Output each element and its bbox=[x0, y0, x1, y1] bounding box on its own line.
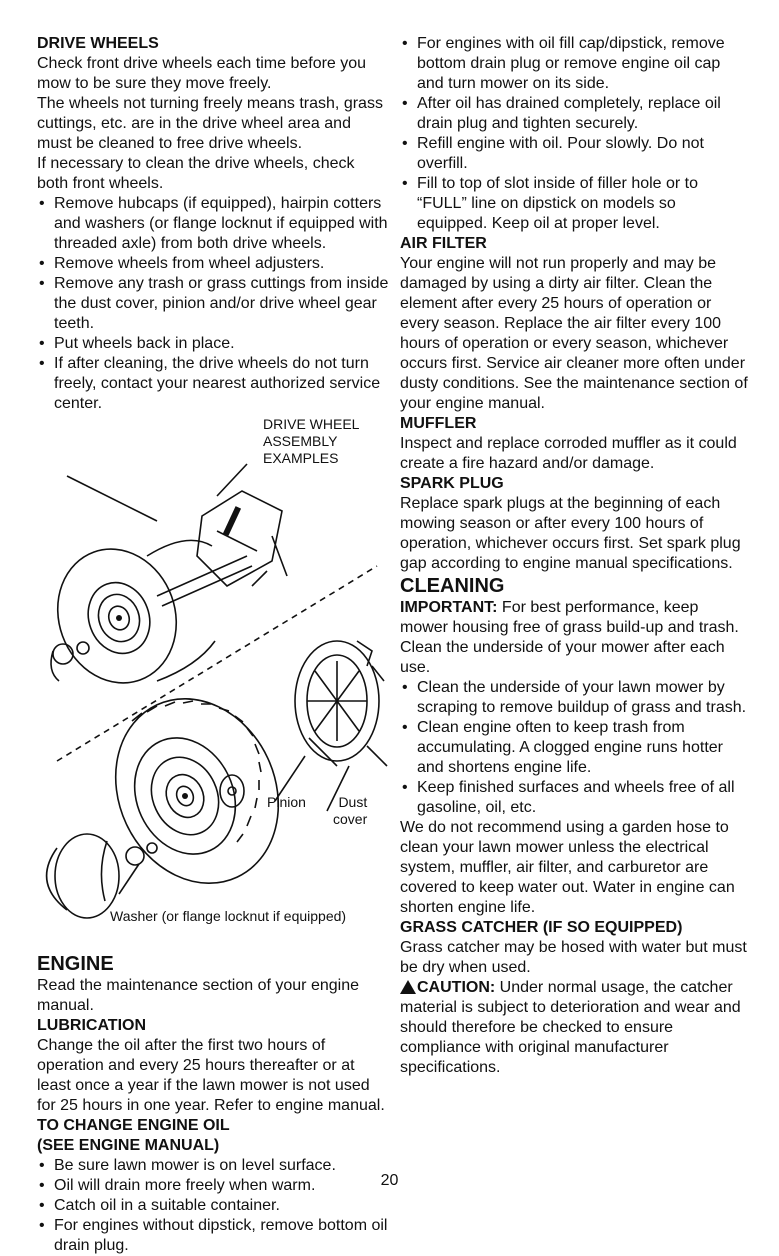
air-filter-para: Your engine will not run properly and may be damaged by using a dirty air filter. Clean the element after every 25 hours of operation or every season. Replace the air filter every 100 hours of operation or every season, whichever occurs first. Service air cleaner more often under dusty conditions. See the maintenance section of your engine manual. bbox=[400, 255, 748, 412]
caution-label: CAUTION: bbox=[417, 979, 496, 996]
left-column bbox=[37, 34, 389, 1256]
list-item: • Keep finished surfaces and wheels free of all gasoline, oil, etc. bbox=[400, 778, 750, 818]
drive-wheel-illustration bbox=[37, 416, 389, 968]
drive-wheels-heading: DRIVE WHEELS bbox=[37, 35, 159, 52]
list-item: • Clean engine often to keep trash from accumulating. A clogged engine runs hotter and shortens engine life. bbox=[400, 718, 750, 778]
lubrication-heading: LUBRICATION bbox=[37, 1017, 147, 1034]
figure-title-text: DRIVE WHEEL ASSEMBLY EXAMPLES bbox=[263, 416, 360, 466]
figure-title-label bbox=[263, 416, 359, 467]
list-item: • Remove wheels from wheel adjusters. bbox=[37, 254, 389, 274]
list-item: • Catch oil in a suitable container. bbox=[37, 1196, 389, 1216]
air-filter-heading: AIR FILTER bbox=[400, 235, 487, 252]
drive-wheels-list bbox=[37, 194, 389, 414]
list-item: • Refill engine with oil. Pour slowly. Do not overfill. bbox=[400, 134, 750, 174]
oil-list-continued bbox=[400, 34, 750, 234]
list-item: • Remove hubcaps (if equipped), hairpin cotters and washers (or flange locknut if equipped with threaded axle) from both drive wheels. bbox=[37, 194, 389, 254]
spark-plug-heading: SPARK PLUG bbox=[400, 475, 504, 492]
list-item: • For engines without dipstick, remove bottom oil drain plug. bbox=[37, 1216, 389, 1256]
right-column bbox=[400, 34, 750, 1078]
grass-catcher-heading: GRASS CATCHER (IF SO EQUIPPED) bbox=[400, 919, 683, 936]
list-item: • After oil has drained completely, replace oil drain plug and tighten securely. bbox=[400, 94, 750, 134]
spark-plug-para: Replace spark plugs at the beginning of each mowing season or after every 100 hours of operation, whichever occurs first. Set spark plug gap according to engine manual specifications. bbox=[400, 495, 741, 572]
change-oil-subheading: (SEE ENGINE MANUAL) bbox=[37, 1137, 220, 1154]
list-item: • Be sure lawn mower is on level surface. bbox=[37, 1156, 389, 1176]
caution-para bbox=[400, 978, 750, 1078]
list-item: • Fill to top of slot inside of filler hole or to “FULL” line on dipstick on models so equipped. Keep oil at proper level. bbox=[400, 174, 750, 234]
list-item: • Remove any trash or grass cuttings from inside the dust cover, pinion and/or drive wheel gear teeth. bbox=[37, 274, 389, 334]
list-item: • For engines with oil fill cap/dipstick, remove bottom drain plug or remove engine oil cap and turn mower on its side. bbox=[400, 34, 750, 94]
list-item: • Put wheels back in place. bbox=[37, 334, 389, 354]
dust-cover-label: Dust cover bbox=[333, 794, 368, 827]
drive-wheels-para-2: The wheels not turning freely means trash, grass cuttings, etc. are in the drive wheel area and must be cleaned to free drive wheels. bbox=[37, 95, 383, 152]
change-oil-list bbox=[37, 1156, 389, 1256]
list-item: • Oil will drain more freely when warm. bbox=[37, 1176, 389, 1196]
warning-triangle-icon bbox=[400, 980, 416, 994]
drive-wheels-para-1: Check front drive wheels each time before you mow to be sure they move freely. bbox=[37, 55, 367, 92]
page-number: 20 bbox=[380, 1172, 399, 1189]
engine-heading: ENGINE bbox=[37, 953, 114, 975]
muffler-para: Inspect and replace corroded muffler as it could create a fire hazard and/or damage. bbox=[400, 435, 737, 472]
grass-catcher-para: Grass catcher may be hosed with water but must be dry when used. bbox=[400, 939, 747, 976]
cleaning-important bbox=[400, 598, 750, 678]
important-text: For best performance, keep mower housing free of grass build-up and trash. Clean the underside of your mower after each use. bbox=[400, 599, 739, 676]
drive-wheels-para-3: If necessary to clean the drive wheels, check both front wheels. bbox=[37, 155, 355, 192]
drive-wheel-assembly-figure bbox=[37, 416, 389, 968]
list-item: • Clean the underside of your lawn mower by scraping to remove buildup of grass and trash. bbox=[400, 678, 750, 718]
lubrication-para: Change the oil after the first two hours of operation and every 25 hours thereafter or at least once a year if the lawn mower is not used for 25 hours in one year. Refer to engine manual. bbox=[37, 1037, 385, 1114]
list-item: • If after cleaning, the drive wheels do not turn freely, contact your nearest authorized service center. bbox=[37, 354, 389, 414]
change-oil-heading: TO CHANGE ENGINE OIL bbox=[37, 1117, 230, 1134]
important-label: IMPORTANT: bbox=[400, 599, 498, 616]
washer-label: Washer (or flange locknut if equipped) bbox=[110, 908, 347, 924]
engine-para: Read the maintenance section of your engine manual. bbox=[37, 977, 359, 1014]
muffler-heading: MUFFLER bbox=[400, 415, 477, 432]
cleaning-list bbox=[400, 678, 750, 818]
cleaning-heading: CLEANING bbox=[400, 575, 505, 597]
cleaning-para: We do not recommend using a garden hose to clean your lawn mower unless the electrical system, muffler, air filter, and carburetor are covered to keep water out. Water in engine can shorten engine life. bbox=[400, 819, 735, 916]
caution-text: Under normal usage, the catcher material is subject to deterioration and wear and should therefore be checked to ensure compliance with original manufacturer specifications. bbox=[400, 979, 741, 1076]
pinion-label: Pinion bbox=[267, 794, 306, 810]
